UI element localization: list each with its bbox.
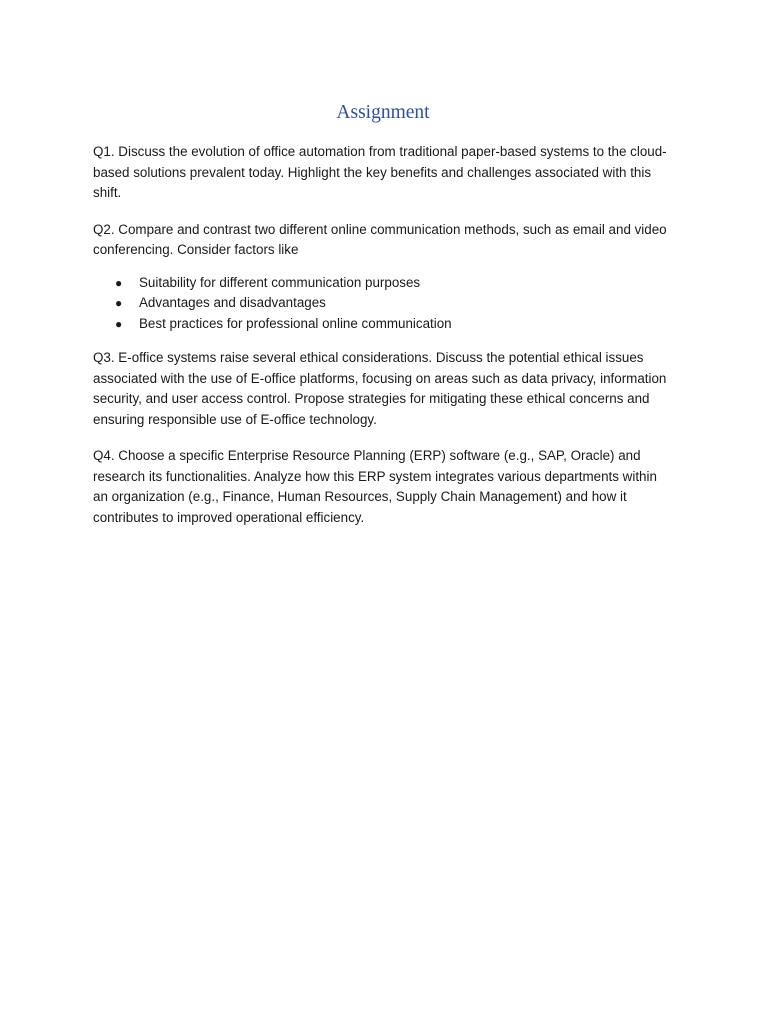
document-page: [93, 100, 673, 544]
list-item: [115, 293, 673, 314]
question-2-bullet-list: [93, 273, 673, 335]
list-item-text: Best practices for professional online communication: [139, 315, 452, 331]
question-3: Q3. E-office systems raise several ethical considerations. Discuss the potential ethical issues associated with the use of E-office platforms, focusing on areas such as data privacy, information security, and user access control. Propose strategies for mitigating these ethical concerns and ensuring responsible use of E-office technology.: [93, 350, 667, 427]
question-1: Q1. Discuss the evolution of office automation from traditional paper-based systems to the cloud-based solutions prevalent today. Highlight the key benefits and challenges associated with this shift.: [93, 144, 667, 200]
question-4: Q4. Choose a specific Enterprise Resource Planning (ERP) software (e.g., SAP, Oracle) and research its functionalities. Analyze how this ERP system integrates various departments within an organization (e.g., Finance, Human Resources, Supply Chain Management) and how it contributes to improved operational efficiency.: [93, 448, 657, 525]
question-2: Q2. Compare and contrast two different online communication methods, such as email and video conferencing. Consider factors like: [93, 221, 667, 257]
list-item-text: Suitability for different communication purposes: [139, 274, 421, 290]
document-title: Assignment: [336, 102, 430, 123]
bullet-icon: ●: [115, 296, 123, 310]
list-item: [115, 273, 673, 294]
bullet-icon: ●: [115, 275, 123, 290]
list-item: [115, 314, 673, 335]
bullet-icon: ●: [115, 316, 123, 331]
list-item-text: Advantages and disadvantages: [139, 295, 326, 310]
